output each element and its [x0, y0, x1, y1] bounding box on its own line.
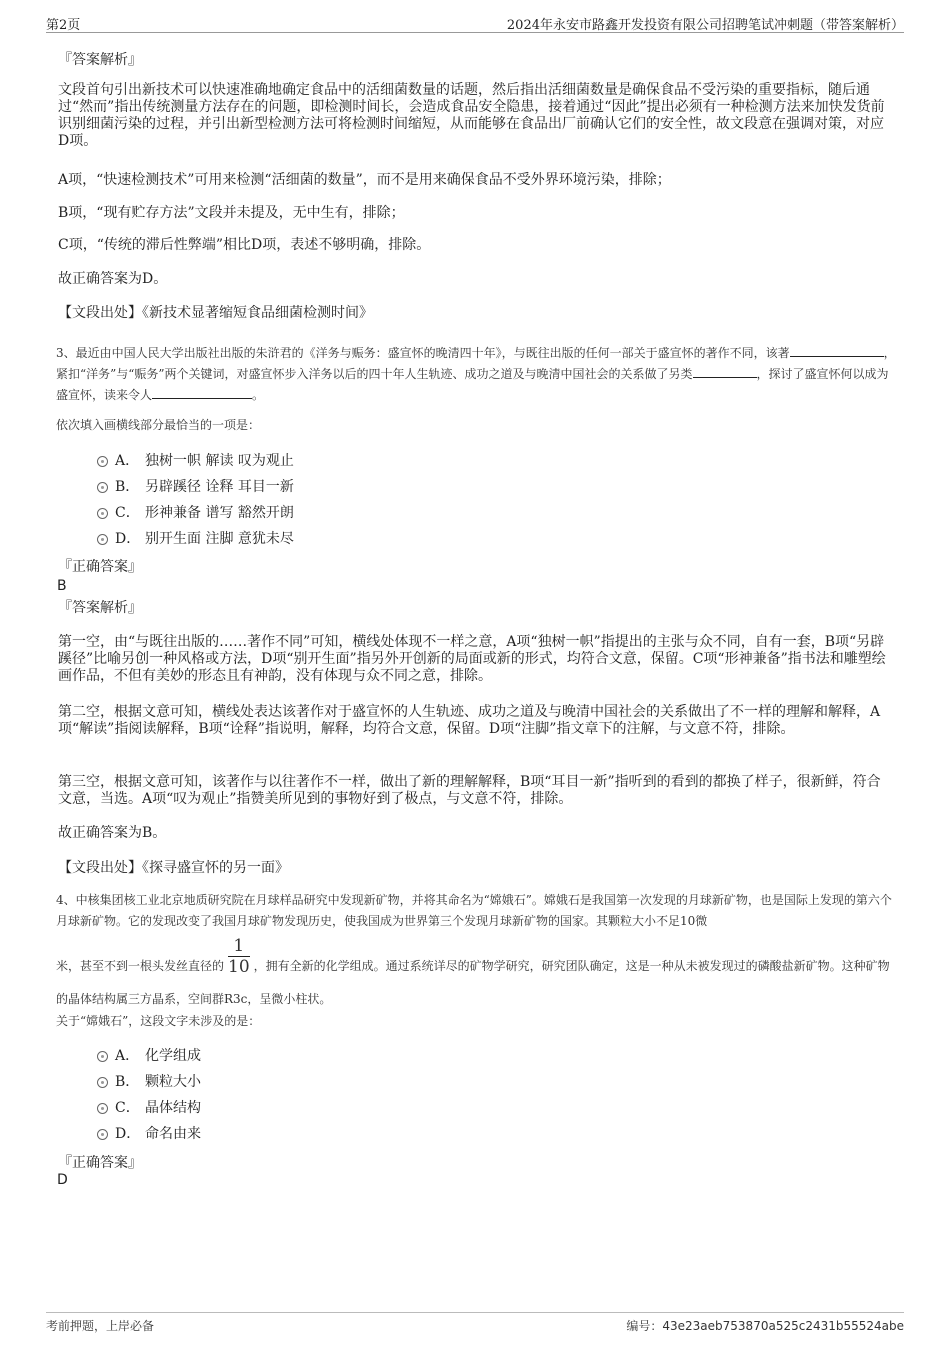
footer-code: 编号：43e23aeb753870a525c2431b55524abe	[626, 1319, 904, 1333]
q4-option-b[interactable]: B． 颗粒大小	[97, 1069, 201, 1095]
radio-icon[interactable]	[97, 456, 108, 467]
q3-options	[97, 448, 294, 552]
radio-icon[interactable]	[97, 534, 108, 545]
radio-icon[interactable]	[97, 1129, 108, 1140]
q4-options	[97, 1043, 201, 1147]
q3-blank-3	[152, 385, 252, 399]
q3-option-a[interactable]: A． 独树一帜 解读 叹为观止	[97, 448, 294, 474]
q4-answer-label: 『正确答案』	[58, 1155, 142, 1171]
q2-source-title: 《新技术显著缩短食品细菌检测时间》	[142, 305, 373, 321]
q2-analysis-label: 『答案解析』	[58, 52, 142, 68]
q3-analysis-para-2: 第二空，根据文意可知，横线处表达该著作对于盛宣怀的人生轨迹、成功之道及与晚清中国社会的关系做出了不一样的理解和解释，A项“解读”指阅读解释，B项“诠释”指说明，解释，均符合文意，保留。D项“注脚”指文章下的注解，与文意不符，排除。	[58, 704, 881, 737]
q2-note-c: C项，“传统的滞后性弊端”相比D项，表述不够明确，排除。	[58, 237, 431, 253]
q3-analysis-para-3: 第三空，根据文意可知，该著作与以往著作不一样，做出了新的理解解释，B项“耳目一新”指听到的看到的都换了样子，很新鲜，符合文意，当选。A项“叹为观止”指赞美所见到的事物好到了极点，与文意不符，排除。	[58, 774, 881, 807]
page-footer	[46, 1312, 904, 1333]
q3-option-d[interactable]: D． 别开生面 注脚 意犹未尽	[97, 526, 294, 552]
q4-instruction: 关于“嫦娥石”，这段文字未涉及的是：	[56, 1014, 261, 1028]
q2-source	[58, 305, 892, 322]
q3-answer: B	[57, 578, 67, 594]
q3-blank-2	[693, 364, 757, 378]
document-title: 2024年永安市路鑫开发投资有限公司招聘笔试冲刺题（带答案解析）	[506, 18, 904, 33]
q3-option-b[interactable]: B． 另辟蹊径 诠释 耳目一新	[97, 474, 294, 500]
radio-icon[interactable]	[97, 508, 108, 519]
footer-slogan: 考前押题，上岸必备	[46, 1319, 155, 1333]
q3-conclusion: 故正确答案为B。	[58, 825, 167, 841]
q3-stem: 3、最近由中国人民大学出版社出版的朱浒君的《洋务与赈务：盛宣怀的晚清四十年》，与既往出版的任何一部关于盛宣怀的著作不同，该著 ，紧扣“洋务”与“赈务”两个关键词，对盛宣怀步入洋务以后的四十年人生轨迹、成功之道及与晚清中国社会的关系做了另类 ，探讨了盛宣怀何以成为盛宣怀，读来令人 。	[56, 343, 896, 406]
radio-icon[interactable]	[97, 1103, 108, 1114]
q3-blank-1	[790, 343, 884, 357]
q2-note-a: A项，“快速检测技术”可用来检测“活细菌的数量”，而不是用来确保食品不受外界环境污染，排除；	[58, 172, 671, 188]
q2-analysis-paragraph: 文段首句引出新技术可以快速准确地确定食品中的活细菌数量的话题，然后指出活细菌数量是确保食品不受污染的重要指标，随后通过“然而”指出传统测量方法存在的问题，即检测时间长，会造成食品安全隐患，接着通过“因此”提出必须有一种检测方法来加快发货前识别细菌污染的过程，并引出新型检测方法可将检测时间缩短，从而能够在食品出厂前确认它们的安全性，故文段意在强调对策，对应D项。	[58, 82, 885, 149]
q3-analysis-label: 『答案解析』	[58, 600, 142, 616]
q3-option-c[interactable]: C． 形神兼备 谱写 豁然开朗	[97, 500, 294, 526]
page-number: 第2页	[46, 18, 81, 33]
q4-answer: D	[57, 1172, 68, 1188]
q4-option-c[interactable]: C． 晶体结构	[97, 1095, 201, 1121]
radio-icon[interactable]	[97, 1051, 108, 1062]
q2-source-label: 【文段出处】	[58, 305, 142, 321]
q3-analysis-para-1: 第一空，由“与既往出版的……著作不同”可知，横线处体现不一样之意，A项“独树一帜”指提出的主张与众不同，自有一套，B项“另辟蹊径”比喻另创一种风格或方法，D项“别开生面”指另外开创新的局面或新的形式，均符合文意，保留。C项“形神兼备”指书法和雕塑绘画作品，不但有美妙的形态且有神韵，没有体现与众不同之意，排除。	[58, 634, 886, 684]
fraction-one-tenth: $\frac{1}{10}$	[228, 936, 250, 977]
q4-stem-rest: 米，甚至不到一根头发丝直径的 $\frac{1}{10}$ ，拥有全新的化学组成。通过系统详尽的矿物学研究，研究团队确定，这是一种从未被发现过的磷酸盐新矿物。这种矿物的晶体结构属三方晶系，空间群R3c，呈微小柱状。	[56, 936, 890, 1006]
q2-conclusion: 故正确答案为D。	[58, 271, 168, 287]
q4-stem-part1: 4、中核集团核工业北京地质研究院在月球样品研究中发现新矿物，并将其命名为“嫦娥石”。嫦娥石是我国第一次发现的月球新矿物，也是国际上发现的第六个月球新矿物。它的发现改变了我国月球矿物发现历史，使我国成为世界第三个发现月球新矿物的国家。其颗粒大小不足10微	[56, 893, 892, 928]
radio-icon[interactable]	[97, 482, 108, 493]
q3-instruction: 依次填入画横线部分最恰当的一项是：	[56, 418, 261, 432]
q3-source-label: 【文段出处】	[58, 860, 142, 876]
page-header	[46, 12, 904, 33]
radio-icon[interactable]	[97, 1077, 108, 1088]
q3-answer-label: 『正确答案』	[58, 559, 142, 575]
q2-note-b: B项，“现有贮存方法”文段并未提及，无中生有，排除；	[58, 205, 405, 221]
q3-source	[58, 860, 892, 877]
q3-source-title: 《探寻盛宣怀的另一面》	[142, 860, 289, 876]
q4-option-a[interactable]: A． 化学组成	[97, 1043, 201, 1069]
q4-option-d[interactable]: D． 命名由来	[97, 1121, 201, 1147]
